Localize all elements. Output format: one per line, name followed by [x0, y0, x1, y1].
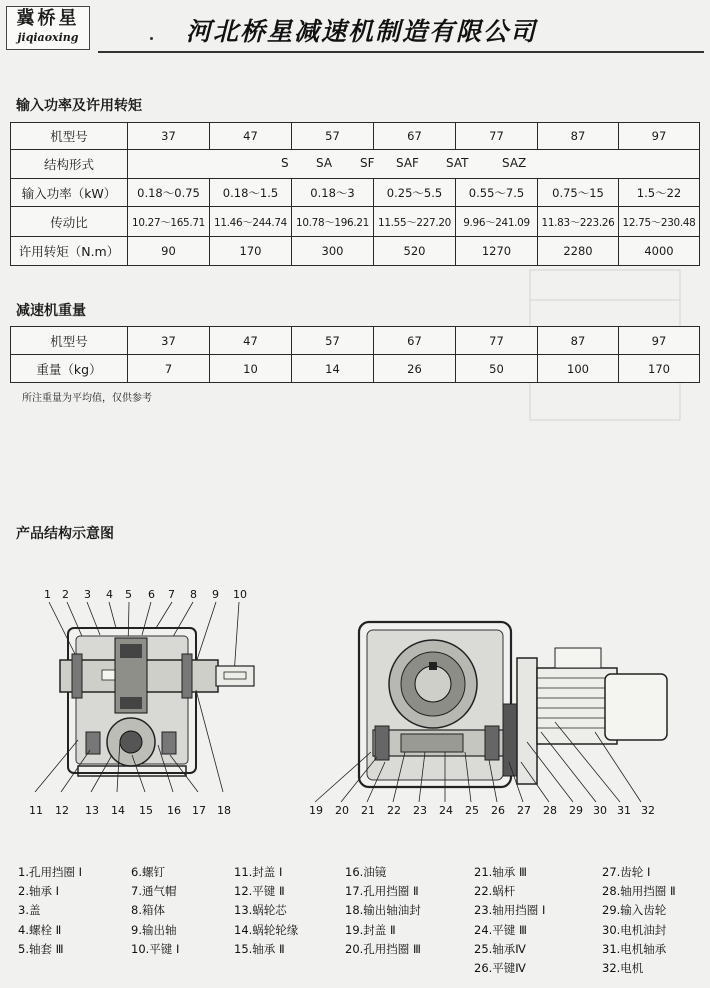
callout: 4 — [106, 588, 113, 601]
callout: 18 — [217, 804, 231, 817]
table-cell: 47 — [210, 327, 292, 355]
table-cell: 50 — [456, 355, 538, 383]
part-item: 16.油镜 — [345, 865, 387, 879]
structure-types — [128, 150, 699, 178]
row-label: 重量（kg） — [11, 355, 128, 383]
power-section-title: 输入功率及许用转矩 — [16, 98, 142, 114]
table-row — [11, 327, 700, 355]
table-row — [11, 355, 700, 383]
table-cell: 57 — [292, 123, 374, 150]
table-cell: 97 — [619, 327, 700, 355]
part-item: 23.轴用挡圈 Ⅰ — [474, 903, 546, 917]
table-cell: 300 — [292, 237, 374, 266]
part-item: 1.孔用挡圈 Ⅰ — [18, 865, 83, 879]
table-cell: 90 — [128, 237, 210, 266]
brand-pinyin: jiqiaoxing — [17, 31, 79, 44]
table-row — [11, 237, 700, 266]
part-item: 32.电机 — [602, 961, 644, 975]
part-item: 3.盖 — [18, 903, 41, 917]
weight-note: 所注重量为平均值，仅供参考 — [22, 393, 152, 404]
table-cell: 97 — [619, 123, 700, 150]
structure-type: S — [281, 156, 289, 170]
table-cell: 37 — [128, 327, 210, 355]
table-cell: 2280 — [538, 237, 619, 266]
callout: 27 — [517, 804, 531, 817]
callout: 30 — [593, 804, 607, 817]
part-item: 6.螺钉 — [131, 865, 165, 879]
callout: 16 — [167, 804, 181, 817]
table-cell: 12.75～230.48 — [619, 207, 700, 237]
part-item: 29.输入齿轮 — [602, 903, 667, 917]
table-cell: 67 — [374, 327, 456, 355]
table-cell: 87 — [538, 327, 619, 355]
row-label: 机型号 — [11, 327, 128, 355]
part-item: 28.轴用挡圈 Ⅱ — [602, 884, 676, 898]
left-gearbox-drawing — [20, 580, 280, 825]
part-item: 2.轴承 Ⅰ — [18, 884, 60, 898]
row-label: 输入功率（kW） — [11, 179, 128, 207]
callout: 14 — [111, 804, 125, 817]
weight-section-title: 减速机重量 — [16, 303, 86, 319]
callout: 25 — [465, 804, 479, 817]
part-item: 19.封盖 Ⅱ — [345, 923, 396, 937]
part-item: 24.平键 Ⅲ — [474, 923, 527, 937]
callout: 6 — [148, 588, 155, 601]
structure-type: SF — [360, 156, 375, 170]
callout: 22 — [387, 804, 401, 817]
callout: 28 — [543, 804, 557, 817]
part-item: 11.封盖 Ⅰ — [234, 865, 283, 879]
table-cell: 1.5～22 — [619, 179, 700, 207]
structure-section-title: 产品结构示意图 — [16, 526, 114, 542]
table-cell: 100 — [538, 355, 619, 383]
callout: 17 — [192, 804, 206, 817]
table-cell: 10.27～165.71 — [128, 207, 210, 237]
callout: 11 — [29, 804, 43, 817]
table-cell: 11.55～227.20 — [374, 207, 456, 237]
weight-table — [10, 326, 700, 383]
part-item: 26.平键Ⅳ — [474, 961, 526, 975]
table-cell: 11.46～244.74 — [210, 207, 292, 237]
part-item: 27.齿轮 Ⅰ — [602, 865, 651, 879]
part-item: 5.轴套 Ⅲ — [18, 942, 64, 956]
part-item: 13.蜗轮芯 — [234, 903, 287, 917]
table-row — [11, 179, 700, 207]
callout: 1 — [44, 588, 51, 601]
part-item: 12.平键 Ⅱ — [234, 884, 285, 898]
table-cell: 67 — [374, 123, 456, 150]
part-item: 20.孔用挡圈 Ⅲ — [345, 942, 421, 956]
structure-types-cell — [128, 150, 700, 179]
company-title: 河北桥星减速机制造有限公司 — [186, 17, 538, 46]
row-label: 机型号 — [11, 123, 128, 150]
part-item: 31.电机轴承 — [602, 942, 667, 956]
table-cell: 7 — [128, 355, 210, 383]
callout: 5 — [125, 588, 132, 601]
part-item: 14.蜗轮轮缘 — [234, 923, 299, 937]
part-item: 9.输出轴 — [131, 923, 177, 937]
callout: 7 — [168, 588, 175, 601]
table-cell: 0.25～5.5 — [374, 179, 456, 207]
part-item: 8.箱体 — [131, 903, 165, 917]
callout: 12 — [55, 804, 69, 817]
callout: 21 — [361, 804, 375, 817]
structure-type: SA — [316, 156, 333, 170]
callout: 3 — [84, 588, 91, 601]
table-cell: 1270 — [456, 237, 538, 266]
table-cell: 10 — [210, 355, 292, 383]
table-cell: 77 — [456, 123, 538, 150]
brand-name: 冀桥星 — [16, 8, 80, 29]
table-cell: 87 — [538, 123, 619, 150]
table-cell: 47 — [210, 123, 292, 150]
table-cell: 26 — [374, 355, 456, 383]
callout: 10 — [233, 588, 247, 601]
callout: 13 — [85, 804, 99, 817]
table-cell: 4000 — [619, 237, 700, 266]
callout: 23 — [413, 804, 427, 817]
table-cell: 10.78～196.21 — [292, 207, 374, 237]
callout: 26 — [491, 804, 505, 817]
callout: 19 — [309, 804, 323, 817]
row-label: 结构形式 — [11, 150, 128, 179]
decorative-dot — [150, 37, 153, 40]
part-item: 17.孔用挡圈 Ⅱ — [345, 884, 419, 898]
callout: 24 — [439, 804, 453, 817]
part-item: 18.输出轴油封 — [345, 903, 421, 917]
right-gearbox-motor-drawing — [305, 612, 700, 812]
table-cell: 170 — [210, 237, 292, 266]
structure-type: SAZ — [502, 156, 527, 170]
callout: 8 — [190, 588, 197, 601]
table-cell: 0.18～0.75 — [128, 179, 210, 207]
table-cell: 0.75～15 — [538, 179, 619, 207]
table-row — [11, 150, 700, 179]
table-cell: 170 — [619, 355, 700, 383]
table-cell: 77 — [456, 327, 538, 355]
table-cell: 14 — [292, 355, 374, 383]
structure-type: SAF — [396, 156, 419, 170]
table-cell: 0.18～3 — [292, 179, 374, 207]
part-item: 7.通气帽 — [131, 884, 177, 898]
table-cell: 9.96～241.09 — [456, 207, 538, 237]
part-item: 10.平键 Ⅰ — [131, 942, 180, 956]
part-item: 15.轴承 Ⅱ — [234, 942, 285, 956]
part-item: 25.轴承Ⅳ — [474, 942, 526, 956]
callout: 31 — [617, 804, 631, 817]
table-row — [11, 207, 700, 237]
table-cell: 0.55～7.5 — [456, 179, 538, 207]
table-row — [11, 123, 700, 150]
table-cell: 0.18～1.5 — [210, 179, 292, 207]
table-cell: 11.83～223.26 — [538, 207, 619, 237]
callout: 29 — [569, 804, 583, 817]
structure-type: SAT — [446, 156, 469, 170]
row-label: 传动比 — [11, 207, 128, 237]
header-divider — [98, 51, 704, 53]
part-item: 4.螺栓 Ⅱ — [18, 923, 62, 937]
power-torque-table — [10, 122, 700, 266]
part-item: 21.轴承 Ⅲ — [474, 865, 527, 879]
callout: 20 — [335, 804, 349, 817]
table-cell: 57 — [292, 327, 374, 355]
part-item: 22.蜗杆 — [474, 884, 516, 898]
table-cell: 520 — [374, 237, 456, 266]
row-label: 许用转矩（N.m） — [11, 237, 128, 266]
callout: 15 — [139, 804, 153, 817]
callout: 2 — [62, 588, 69, 601]
callout: 9 — [212, 588, 219, 601]
part-item: 30.电机油封 — [602, 923, 667, 937]
callout: 32 — [641, 804, 655, 817]
brand-logo — [6, 6, 90, 50]
table-cell: 37 — [128, 123, 210, 150]
